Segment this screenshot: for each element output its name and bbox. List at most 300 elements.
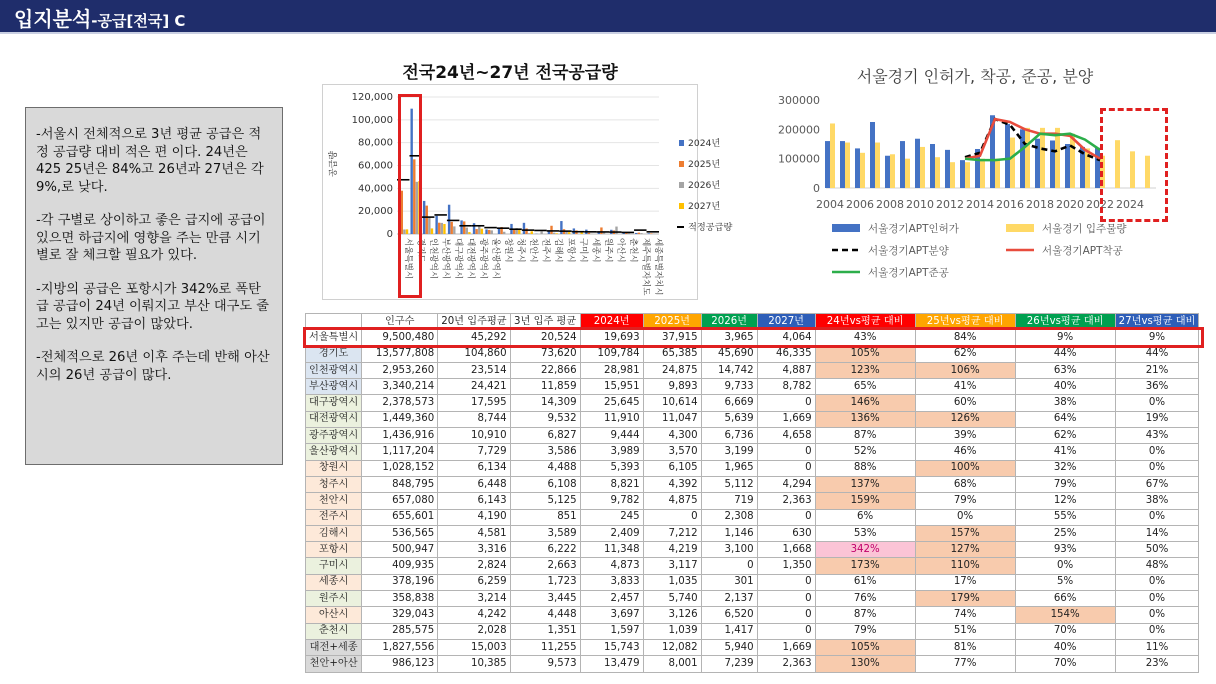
table-cell: 0% — [915, 509, 1015, 525]
bar-서울경기APT인허가-2020 — [1065, 144, 1070, 188]
y-tick-label: 100000 — [778, 152, 820, 166]
bar-서울경기APT인허가-2013 — [960, 160, 965, 188]
region-name-cell: 서울특별시 — [306, 330, 362, 346]
x-tick-label: 2012 — [936, 198, 964, 211]
bar-서울경기 입주물량-2011 — [935, 157, 940, 188]
y-tick-label: 200000 — [778, 123, 820, 137]
table-cell: 2,457 — [580, 591, 643, 607]
table-cell: 655,601 — [362, 509, 438, 525]
seoul-row-highlight-box — [303, 327, 1204, 348]
table-cell: 630 — [757, 525, 815, 541]
note-paragraph-4: -전체적으로 26년 이후 주는데 반해 아산시의 26년 공급이 많다. — [36, 350, 270, 383]
table-cell: 1,039 — [643, 623, 701, 639]
table-row — [306, 656, 1199, 672]
x-tick-label: 세종시 — [590, 238, 601, 263]
table-row — [306, 542, 1199, 558]
table-cell: 11% — [1115, 639, 1199, 655]
table-cell: 1,669 — [757, 639, 815, 655]
bar-2027년-대전광역시 — [468, 232, 470, 234]
bar-2026년-전주시 — [540, 231, 542, 234]
bar-2026년-아산시 — [615, 227, 617, 234]
bar-2027년-천안시 — [531, 231, 533, 234]
table-cell: 173% — [815, 558, 915, 574]
table-cell: 6,448 — [438, 476, 510, 492]
table-cell: 17% — [915, 574, 1015, 590]
bar-2026년-광주광역시 — [478, 226, 480, 234]
region-name-cell: 구미시 — [306, 558, 362, 574]
bar-2027년-김해시 — [556, 233, 558, 234]
table-row — [306, 460, 1199, 476]
y-tick-label: 300000 — [778, 94, 820, 107]
x-tick-label: 아산시 — [615, 238, 626, 263]
table-header-cell: 27년vs평균 대비 — [1115, 314, 1199, 330]
table-cell: 9% — [1015, 330, 1115, 346]
table-cell: 12% — [1015, 493, 1115, 509]
table-cell: 154% — [1015, 607, 1115, 623]
table-cell: 409,935 — [362, 558, 438, 574]
table-cell: 136% — [815, 411, 915, 427]
seoul-highlight-box — [398, 94, 422, 298]
table-cell: 79% — [815, 623, 915, 639]
table-cell: 9,733 — [701, 379, 757, 395]
table-cell: 4,875 — [643, 493, 701, 509]
table-cell: 4,448 — [510, 607, 580, 623]
table-cell: 11,255 — [510, 639, 580, 655]
y-tick-label: 40,000 — [358, 183, 393, 195]
table-cell: 53% — [815, 525, 915, 541]
bar-2026년-김해시 — [553, 233, 555, 234]
table-cell: 25% — [1015, 525, 1115, 541]
region-name-cell: 창원시 — [306, 460, 362, 476]
table-cell: 9,573 — [510, 656, 580, 672]
seoul-gyeonggi-chart-title: 서울경기 인허가, 착공, 준공, 분양 — [856, 67, 1094, 86]
table-cell: 13,577,808 — [362, 346, 438, 362]
table-cell: 5,940 — [701, 639, 757, 655]
region-name-cell: 춘천시 — [306, 623, 362, 639]
table-row — [306, 623, 1199, 639]
table-cell: 1,436,916 — [362, 428, 438, 444]
x-tick-label: 춘천시 — [627, 238, 638, 263]
table-cell: 70% — [1015, 656, 1115, 672]
table-cell: 5% — [1015, 574, 1115, 590]
region-name-cell: 천안시 — [306, 493, 362, 509]
table-cell: 100% — [915, 460, 1015, 476]
legend-swatch-2027년 — [679, 203, 684, 209]
bar-서울경기APT인허가-2012 — [945, 150, 950, 188]
table-cell: 65,385 — [643, 346, 701, 362]
table-cell: 39% — [915, 428, 1015, 444]
table-cell: 0% — [1115, 460, 1199, 476]
table-cell: 0% — [1115, 509, 1199, 525]
bar-서울경기APT인허가-2006 — [855, 148, 860, 188]
table-cell: 126% — [915, 411, 1015, 427]
x-tick-label: 서울특별시 — [403, 238, 414, 280]
table-cell: 0% — [1115, 574, 1199, 590]
y-tick-label: 0 — [386, 229, 393, 240]
table-cell: 17,595 — [438, 395, 510, 411]
legend-label-서울경기APT준공: 서울경기APT준공 — [868, 267, 949, 279]
bar-2024년-세종특별자치시 — [648, 233, 650, 234]
bar-2025년-김해시 — [550, 226, 552, 234]
bar-2026년-울산광역시 — [491, 230, 493, 234]
table-cell: 657,080 — [362, 493, 438, 509]
table-cell: 12,082 — [643, 639, 701, 655]
x-tick-label: 대전광역시 — [465, 238, 476, 280]
table-cell: 0 — [701, 558, 757, 574]
table-row — [306, 525, 1199, 541]
table-cell: 79% — [915, 493, 1015, 509]
page-title-sub: -공급[전국] C — [91, 12, 186, 30]
x-tick-label: 광주광역시 — [478, 238, 489, 280]
table-cell: 0 — [757, 607, 815, 623]
table-cell: 40% — [1015, 379, 1115, 395]
table-cell: 4,242 — [438, 607, 510, 623]
table-cell: 43% — [815, 330, 915, 346]
table-cell: 21% — [1115, 362, 1199, 378]
table-cell: 76% — [815, 591, 915, 607]
table-row — [306, 476, 1199, 492]
table-cell: 87% — [815, 607, 915, 623]
region-name-cell: 대전+세종 — [306, 639, 362, 655]
bar-2026년-천안시 — [528, 233, 530, 234]
table-cell: 44% — [1015, 346, 1115, 362]
table-cell: 500,947 — [362, 542, 438, 558]
table-cell: 1,669 — [757, 411, 815, 427]
bar-2026년-인천광역시 — [428, 217, 430, 234]
table-cell: 28,981 — [580, 362, 643, 378]
table-cell: 3,965 — [701, 330, 757, 346]
bar-서울경기 입주물량-2008 — [890, 154, 895, 188]
region-name-cell: 천안+아산 — [306, 656, 362, 672]
bar-서울경기 입주물량-2009 — [905, 159, 910, 188]
table-cell: 73,620 — [510, 346, 580, 362]
table-header-cell: 20년 입주평균 — [438, 314, 510, 330]
table-cell: 10,910 — [438, 428, 510, 444]
table-row — [306, 607, 1199, 623]
x-tick-label: 구미시 — [577, 238, 588, 263]
table-cell: 0 — [757, 395, 815, 411]
table-cell: 88% — [815, 460, 915, 476]
bar-2025년-세종시 — [588, 233, 590, 234]
bar-2027년-광주광역시 — [481, 229, 483, 234]
table-cell: 342% — [815, 542, 915, 558]
table-cell: 2,363 — [757, 656, 815, 672]
table-cell: 19,693 — [580, 330, 643, 346]
x-tick-label: 2024 — [1116, 198, 1144, 211]
table-cell: 2,137 — [701, 591, 757, 607]
table-cell: 50% — [1115, 542, 1199, 558]
table-cell: 45,690 — [701, 346, 757, 362]
table-cell: 23,514 — [438, 362, 510, 378]
legend-label-서울경기APT인허가: 서울경기APT인허가 — [868, 223, 959, 235]
table-row — [306, 591, 1199, 607]
legend-swatch-서울경기APT인허가 — [832, 224, 860, 232]
bar-서울경기 입주물량-2010 — [920, 147, 925, 188]
bar-서울경기 입주물량-2007 — [875, 143, 880, 188]
table-cell: 1,028,152 — [362, 460, 438, 476]
table-row — [306, 346, 1199, 362]
table-cell: 3,586 — [510, 444, 580, 460]
table-cell: 157% — [915, 525, 1015, 541]
table-cell: 6,105 — [643, 460, 701, 476]
table-cell: 3,697 — [580, 607, 643, 623]
table-cell: 0% — [1115, 591, 1199, 607]
table-cell: 24,421 — [438, 379, 510, 395]
x-tick-label: 2010 — [906, 198, 934, 211]
table-cell: 3,199 — [701, 444, 757, 460]
y-tick-label: 20,000 — [358, 206, 393, 218]
region-name-cell: 청주시 — [306, 476, 362, 492]
table-cell: 64% — [1015, 411, 1115, 427]
table-row — [306, 379, 1199, 395]
x-tick-label: 전주시 — [540, 238, 551, 263]
table-cell: 1,035 — [643, 574, 701, 590]
y-tick-label: 0 — [813, 182, 820, 195]
table-cell: 137% — [815, 476, 915, 492]
table-cell: 0 — [757, 444, 815, 460]
table-cell: 9% — [1115, 330, 1199, 346]
table-cell: 9,782 — [580, 493, 643, 509]
page-title — [14, 3, 185, 32]
table-cell: 285,575 — [362, 623, 438, 639]
table-cell: 93% — [1015, 542, 1115, 558]
legend-label-서울경기APT분양: 서울경기APT분양 — [868, 245, 949, 257]
table-cell: 851 — [510, 509, 580, 525]
table-cell: 40% — [1015, 639, 1115, 655]
table-cell: 848,795 — [362, 476, 438, 492]
table-header-cell: 2025년 — [643, 314, 701, 330]
table-cell: 52% — [815, 444, 915, 460]
legend-label-서울경기APT착공: 서울경기APT착공 — [1042, 245, 1123, 257]
region-name-cell: 대구광역시 — [306, 395, 362, 411]
table-cell: 43% — [1115, 428, 1199, 444]
table-cell: 14,742 — [701, 362, 757, 378]
bar-서울경기 입주물량-2014 — [980, 159, 985, 188]
table-cell: 1,146 — [701, 525, 757, 541]
table-cell: 4,873 — [580, 558, 643, 574]
legend-label-2026년: 2026년 — [688, 180, 721, 191]
bar-2025년-제주특별자치도 — [638, 233, 640, 234]
table-cell: 11,047 — [643, 411, 701, 427]
table-cell: 63% — [1015, 362, 1115, 378]
page-title-main: 입지분석 — [14, 7, 92, 31]
table-cell: 109,784 — [580, 346, 643, 362]
table-cell: 84% — [915, 330, 1015, 346]
x-tick-label: 인천광역시 — [428, 238, 439, 280]
table-cell: 6,134 — [438, 460, 510, 476]
table-cell: 9,532 — [510, 411, 580, 427]
bar-서울경기 입주물량-2004 — [830, 123, 835, 188]
x-tick-label: 2006 — [846, 198, 874, 211]
table-cell: 1,965 — [701, 460, 757, 476]
table-cell: 1,723 — [510, 574, 580, 590]
supply-chart — [322, 84, 733, 300]
table-cell: 4,064 — [757, 330, 815, 346]
table-cell: 48% — [1115, 558, 1199, 574]
legend-label-적정공급량: 적정공급량 — [688, 222, 733, 233]
table-cell: 68% — [915, 476, 1015, 492]
table-cell: 4,300 — [643, 428, 701, 444]
table-cell: 55% — [1015, 509, 1115, 525]
forecast-highlight-box — [1100, 108, 1168, 222]
table-cell: 3,570 — [643, 444, 701, 460]
table-header-cell: 2027년 — [757, 314, 815, 330]
table-cell: 1,417 — [701, 623, 757, 639]
table-cell: 14% — [1115, 525, 1199, 541]
region-name-cell: 인천광역시 — [306, 362, 362, 378]
table-cell: 1,827,556 — [362, 639, 438, 655]
table-cell: 15,743 — [580, 639, 643, 655]
table-cell: 44% — [1115, 346, 1199, 362]
table-cell: 3,445 — [510, 591, 580, 607]
table-cell: 3,117 — [643, 558, 701, 574]
bar-2024년-광주광역시 — [473, 223, 475, 234]
table-row — [306, 444, 1199, 460]
table-cell: 6,827 — [510, 428, 580, 444]
legend-label-2024년: 2024년 — [688, 138, 721, 149]
table-cell: 4,219 — [643, 542, 701, 558]
table-cell: 11,348 — [580, 542, 643, 558]
table-cell: 74% — [915, 607, 1015, 623]
bar-서울경기APT인허가-2016 — [1005, 124, 1010, 188]
table-cell: 46,335 — [757, 346, 815, 362]
bar-2025년-부산광역시 — [438, 223, 440, 234]
table-cell: 0 — [757, 509, 815, 525]
table-cell: 6,143 — [438, 493, 510, 509]
region-name-cell: 포항시 — [306, 542, 362, 558]
table-row — [306, 411, 1199, 427]
region-name-cell: 아산시 — [306, 607, 362, 623]
bar-서울경기 입주물량-2021 — [1085, 148, 1090, 188]
table-cell: 2,308 — [701, 509, 757, 525]
table-cell: 105% — [815, 639, 915, 655]
table-cell: 536,565 — [362, 525, 438, 541]
table-cell: 46% — [915, 444, 1015, 460]
table-cell: 130% — [815, 656, 915, 672]
table-cell: 9,893 — [643, 379, 701, 395]
table-cell: 4,294 — [757, 476, 815, 492]
region-name-cell: 김해시 — [306, 525, 362, 541]
bar-2024년-대구광역시 — [448, 205, 450, 234]
table-cell: 5,740 — [643, 591, 701, 607]
bar-2025년-대전광역시 — [463, 221, 465, 234]
note-paragraph-3: -지방의 공급은 포항시가 342%로 폭탄급 공급이 24년 이뤄지고 부산 대구도 줄고는 있지만 공급이 많았다. — [36, 281, 270, 332]
table-header-cell: 2026년 — [701, 314, 757, 330]
bar-2025년-인천광역시 — [426, 206, 428, 234]
table-cell: 81% — [915, 639, 1015, 655]
region-name-cell: 광주광역시 — [306, 428, 362, 444]
table-cell: 2,409 — [580, 525, 643, 541]
table-header-cell: 2024년 — [580, 314, 643, 330]
bar-서울경기 입주물량-2015 — [995, 159, 1000, 188]
table-cell: 6% — [815, 509, 915, 525]
x-tick-label: 2016 — [996, 198, 1024, 211]
table-cell: 15,951 — [580, 379, 643, 395]
table-row — [306, 558, 1199, 574]
table-cell: 6,520 — [701, 607, 757, 623]
table-cell: 45,292 — [438, 330, 510, 346]
table-cell: 25,645 — [580, 395, 643, 411]
legend-label-2025년: 2025년 — [688, 159, 721, 170]
header-divider — [0, 32, 1216, 34]
table-cell: 38% — [1015, 395, 1115, 411]
table-cell: 0% — [1115, 444, 1199, 460]
bar-2026년-대구광역시 — [453, 226, 455, 234]
table-cell: 5,639 — [701, 411, 757, 427]
region-name-cell: 대전광역시 — [306, 411, 362, 427]
table-cell: 3,214 — [438, 591, 510, 607]
table-cell: 10,614 — [643, 395, 701, 411]
table-cell: 3,340,214 — [362, 379, 438, 395]
table-cell: 41% — [915, 379, 1015, 395]
x-tick-label: 청주시 — [515, 238, 526, 263]
table-cell: 179% — [915, 591, 1015, 607]
table-cell: 1,117,204 — [362, 444, 438, 460]
table-cell: 0% — [1115, 623, 1199, 639]
table-cell: 62% — [915, 346, 1015, 362]
table-cell: 0 — [757, 574, 815, 590]
table-header-cell: 26년vs평균 대비 — [1015, 314, 1115, 330]
bar-서울경기APT인허가-2019 — [1050, 140, 1055, 188]
table-cell: 7,239 — [701, 656, 757, 672]
table-cell: 11,859 — [510, 379, 580, 395]
region-name-cell: 전주시 — [306, 509, 362, 525]
table-cell: 6,108 — [510, 476, 580, 492]
supply-chart-title: 전국24년~27년 전국공급량 — [402, 63, 618, 83]
table-cell: 4,488 — [510, 460, 580, 476]
table-cell: 79% — [1015, 476, 1115, 492]
table-cell: 1,350 — [757, 558, 815, 574]
table-cell: 66% — [1015, 591, 1115, 607]
bar-2024년-대전광역시 — [460, 220, 462, 234]
x-tick-label: 2022 — [1086, 198, 1114, 211]
bar-2027년-구미시 — [580, 232, 582, 234]
x-tick-label: 창원시 — [503, 238, 514, 263]
table-cell: 8,744 — [438, 411, 510, 427]
table-header-cell: 24년vs평균 대비 — [815, 314, 915, 330]
table-cell: 7,729 — [438, 444, 510, 460]
table-cell: 51% — [915, 623, 1015, 639]
table-cell: 0 — [757, 591, 815, 607]
bar-서울경기 입주물량-2013 — [965, 162, 970, 188]
bar-2024년-제주특별자치도 — [635, 233, 637, 234]
table-row — [306, 574, 1199, 590]
x-tick-label: 대구광역시 — [453, 238, 464, 280]
table-cell: 19% — [1115, 411, 1199, 427]
table-cell: 6,259 — [438, 574, 510, 590]
table-cell: 4,392 — [643, 476, 701, 492]
bar-서울경기 입주물량-2012 — [950, 162, 955, 188]
x-tick-label: 김해시 — [552, 238, 563, 263]
table-cell: 986,123 — [362, 656, 438, 672]
bar-2027년-포항시 — [568, 232, 570, 234]
bar-서울경기 입주물량-2017 — [1025, 128, 1030, 188]
y-axis-label: 공급량 — [329, 150, 339, 178]
table-cell: 5,393 — [580, 460, 643, 476]
table-cell: 1,449,360 — [362, 411, 438, 427]
table-cell: 2,663 — [510, 558, 580, 574]
table-cell: 13,479 — [580, 656, 643, 672]
table-cell: 11,910 — [580, 411, 643, 427]
table-cell: 329,043 — [362, 607, 438, 623]
bar-2025년-울산광역시 — [488, 230, 490, 234]
summary-note-box — [25, 107, 283, 465]
header-bar — [0, 0, 1216, 32]
bar-2024년-포항시 — [560, 221, 562, 234]
bar-2025년-대구광역시 — [451, 222, 453, 234]
table-header-cell: 25년vs평균 대비 — [915, 314, 1015, 330]
table-cell: 70% — [1015, 623, 1115, 639]
